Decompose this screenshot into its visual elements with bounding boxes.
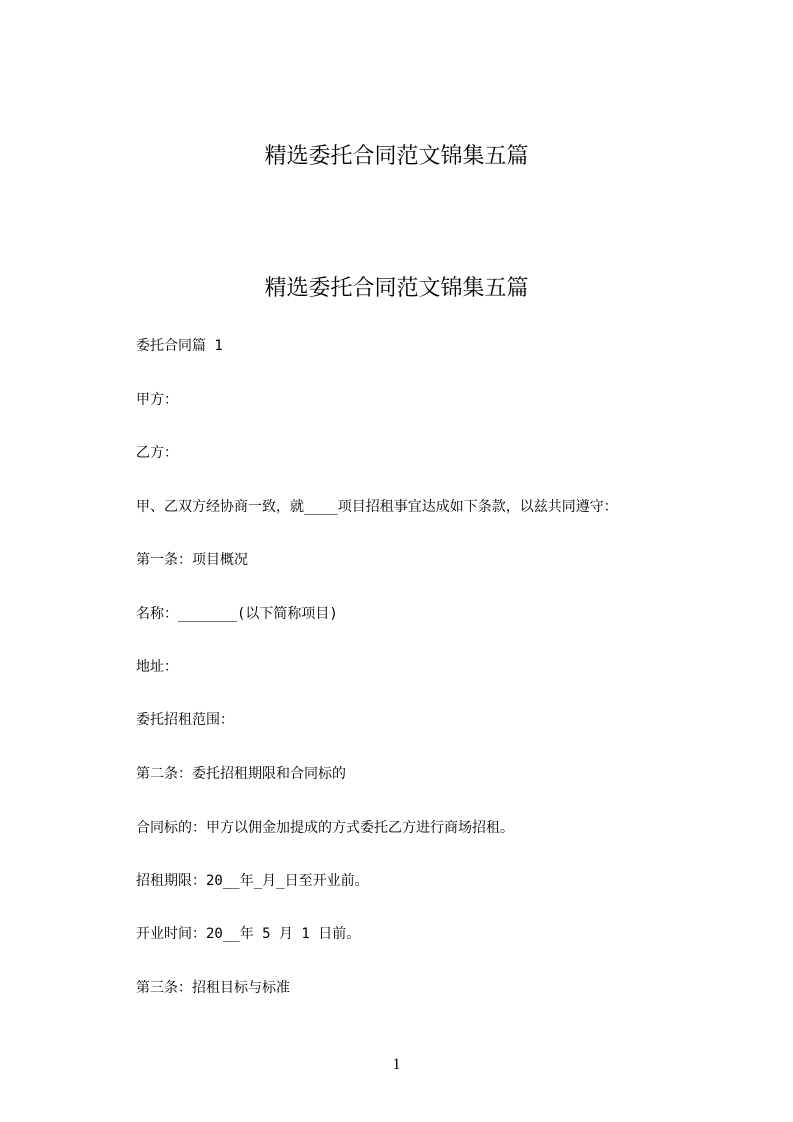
article-1-heading: 第一条：项目概况 (136, 552, 248, 568)
party-b-line: 乙方： (136, 445, 178, 461)
project-address-line: 地址： (136, 659, 178, 675)
party-a-line: 甲方： (136, 392, 178, 408)
document-title: 精选委托合同范文锦集五篇 (264, 276, 529, 301)
contract-subject-line: 合同标的：甲方以佣金加提成的方式委托乙方进行商场招租。 (136, 820, 514, 836)
section-heading-contract-1: 委托合同篇 1 (136, 338, 223, 354)
leasing-period-line: 招租期限：20__年_月_日至开业前。 (136, 873, 369, 889)
article-3-heading: 第三条：招租目标与标准 (136, 980, 290, 996)
opening-time-line: 开业时间：20__年 5 月 1 日前。 (136, 926, 361, 942)
agreement-intro: 甲、乙双方经协商一致，就____项目招租事宜达成如下条款，以兹共同遵守： (136, 499, 618, 515)
project-name-line: 名称：_______(以下简称项目) (136, 606, 338, 622)
page-number: 1 (392, 1056, 401, 1073)
header-title: 精选委托合同范文锦集五篇 (264, 144, 529, 169)
article-2-heading: 第二条：委托招租期限和合同标的 (136, 766, 346, 782)
leasing-scope-line: 委托招租范围： (136, 712, 234, 728)
